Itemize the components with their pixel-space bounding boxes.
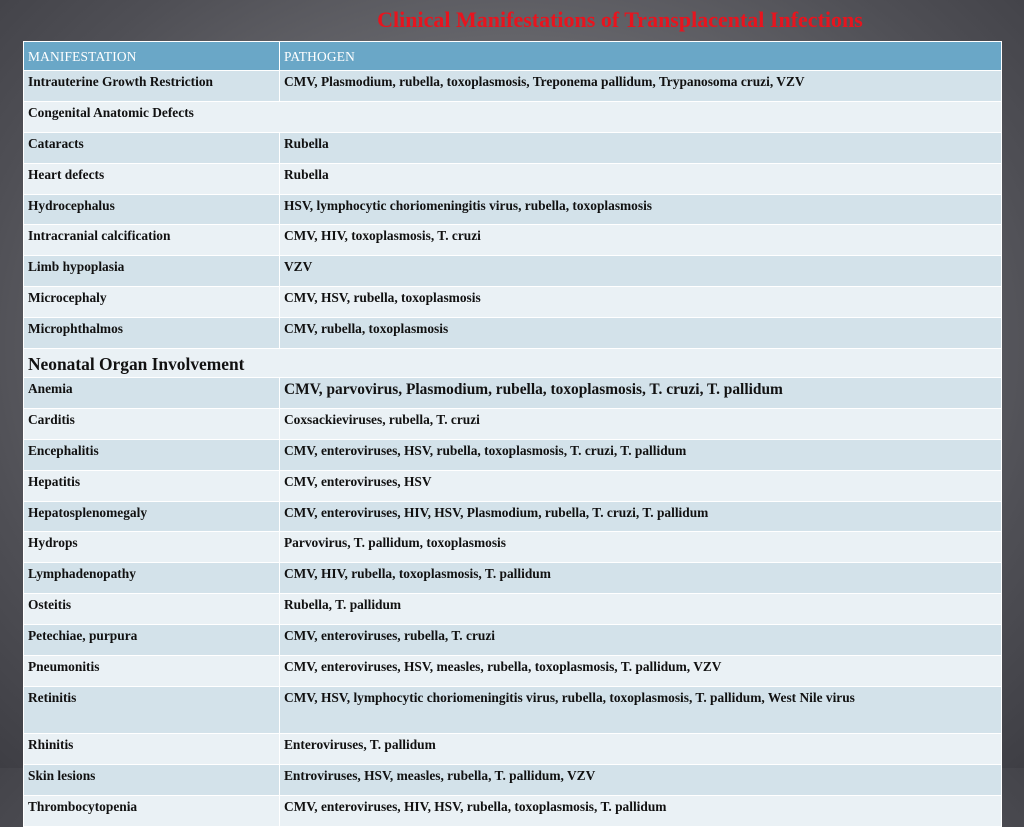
pathogen-cell: CMV, enteroviruses, HSV, measles, rubella, toxoplasmosis, T. pallidum, VZV	[280, 656, 1002, 687]
table-row	[24, 532, 1002, 563]
pathogen-cell: CMV, enteroviruses, rubella, T. cruzi	[280, 625, 1002, 656]
slide-title: Clinical Manifestations of Transplacental Infections	[377, 7, 863, 32]
header-pathogen: PATHOGEN	[280, 42, 1002, 71]
table-row	[24, 163, 1002, 194]
manifestation-cell: Lymphadenopathy	[24, 563, 280, 594]
pathogen-cell: CMV, enteroviruses, HSV, rubella, toxoplasmosis, T. cruzi, T. pallidum	[280, 439, 1002, 470]
manifestation-cell: Anemia	[24, 378, 280, 409]
section-heading: Congenital Anatomic Defects	[24, 101, 1002, 132]
manifestation-cell: Intracranial calcification	[24, 225, 280, 256]
table-row	[24, 625, 1002, 656]
manifestation-cell: Carditis	[24, 408, 280, 439]
table-row	[24, 563, 1002, 594]
manifestation-cell: Skin lesions	[24, 764, 280, 795]
manifestation-cell: Hydrops	[24, 532, 280, 563]
pathogen-cell: CMV, enteroviruses, HIV, HSV, Plasmodium, rubella, T. cruzi, T. pallidum	[280, 501, 1002, 532]
manifestation-cell: Encephalitis	[24, 439, 280, 470]
pathogen-cell: Rubella	[280, 163, 1002, 194]
manifestation-cell: Hepatosplenomegaly	[24, 501, 280, 532]
manifestation-cell: Limb hypoplasia	[24, 256, 280, 287]
table-row	[24, 287, 1002, 318]
table-row	[24, 656, 1002, 687]
manifestation-cell: Thrombocytopenia	[24, 795, 280, 826]
table-row	[24, 256, 1002, 287]
manifestation-cell: Cataracts	[24, 132, 280, 163]
table-row	[24, 194, 1002, 225]
pathogen-cell: Rubella	[280, 132, 1002, 163]
table-row	[24, 795, 1002, 826]
pathogen-cell: CMV, rubella, toxoplasmosis	[280, 318, 1002, 349]
pathogen-cell: CMV, enteroviruses, HIV, HSV, rubella, toxoplasmosis, T. pallidum	[280, 795, 1002, 826]
pathogen-cell: Rubella, T. pallidum	[280, 594, 1002, 625]
pathogen-cell: Parvovirus, T. pallidum, toxoplasmosis	[280, 532, 1002, 563]
pathogen-cell: Enteroviruses, T. pallidum	[280, 733, 1002, 764]
table-header-row	[24, 42, 1002, 71]
pathogen-cell: CMV, parvovirus, Plasmodium, rubella, toxoplasmosis, T. cruzi, T. pallidum	[280, 378, 1002, 409]
pathogen-cell: HSV, lymphocytic choriomeningitis virus, rubella, toxoplasmosis	[280, 194, 1002, 225]
manifestation-cell: Heart defects	[24, 163, 280, 194]
table-row	[24, 594, 1002, 625]
pathogen-cell: CMV, Plasmodium, rubella, toxoplasmosis, Treponema pallidum, Trypanosoma cruzi, VZV	[280, 71, 1002, 102]
table-row	[24, 225, 1002, 256]
title-area	[0, 0, 1024, 40]
section-row	[24, 101, 1002, 132]
section-heading: Neonatal Organ Involvement	[24, 349, 1002, 378]
manifestation-cell: Osteitis	[24, 594, 280, 625]
manifestations-table	[23, 41, 1002, 827]
pathogen-cell: CMV, enteroviruses, HSV	[280, 470, 1002, 501]
pathogen-cell: Entroviruses, HSV, measles, rubella, T. pallidum, VZV	[280, 764, 1002, 795]
manifestation-cell: Retinitis	[24, 686, 280, 733]
pathogen-cell: Coxsackieviruses, rubella, T. cruzi	[280, 408, 1002, 439]
header-manifestation: MANIFESTATION	[24, 42, 280, 71]
manifestation-cell: Petechiae, purpura	[24, 625, 280, 656]
pathogen-cell: CMV, HIV, rubella, toxoplasmosis, T. pallidum	[280, 563, 1002, 594]
section-row	[24, 349, 1002, 378]
table-row	[24, 733, 1002, 764]
pathogen-cell: VZV	[280, 256, 1002, 287]
manifestation-cell: Microcephaly	[24, 287, 280, 318]
manifestation-cell: Pneumonitis	[24, 656, 280, 687]
manifestation-cell: Rhinitis	[24, 733, 280, 764]
table-row	[24, 318, 1002, 349]
table-row	[24, 501, 1002, 532]
table-row	[24, 470, 1002, 501]
table-row	[24, 686, 1002, 733]
table-row	[24, 378, 1002, 409]
manifestation-cell: Intrauterine Growth Restriction	[24, 71, 280, 102]
pathogen-cell: CMV, HIV, toxoplasmosis, T. cruzi	[280, 225, 1002, 256]
manifestation-cell: Hydrocephalus	[24, 194, 280, 225]
manifestation-cell: Hepatitis	[24, 470, 280, 501]
pathogen-cell: CMV, HSV, rubella, toxoplasmosis	[280, 287, 1002, 318]
table-row	[24, 408, 1002, 439]
table-row	[24, 764, 1002, 795]
table-row	[24, 439, 1002, 470]
table-row	[24, 132, 1002, 163]
manifestation-cell: Microphthalmos	[24, 318, 280, 349]
table-row	[24, 71, 1002, 102]
pathogen-cell: CMV, HSV, lymphocytic choriomeningitis virus, rubella, toxoplasmosis, T. pallidum, West Nile virus	[280, 686, 1002, 733]
